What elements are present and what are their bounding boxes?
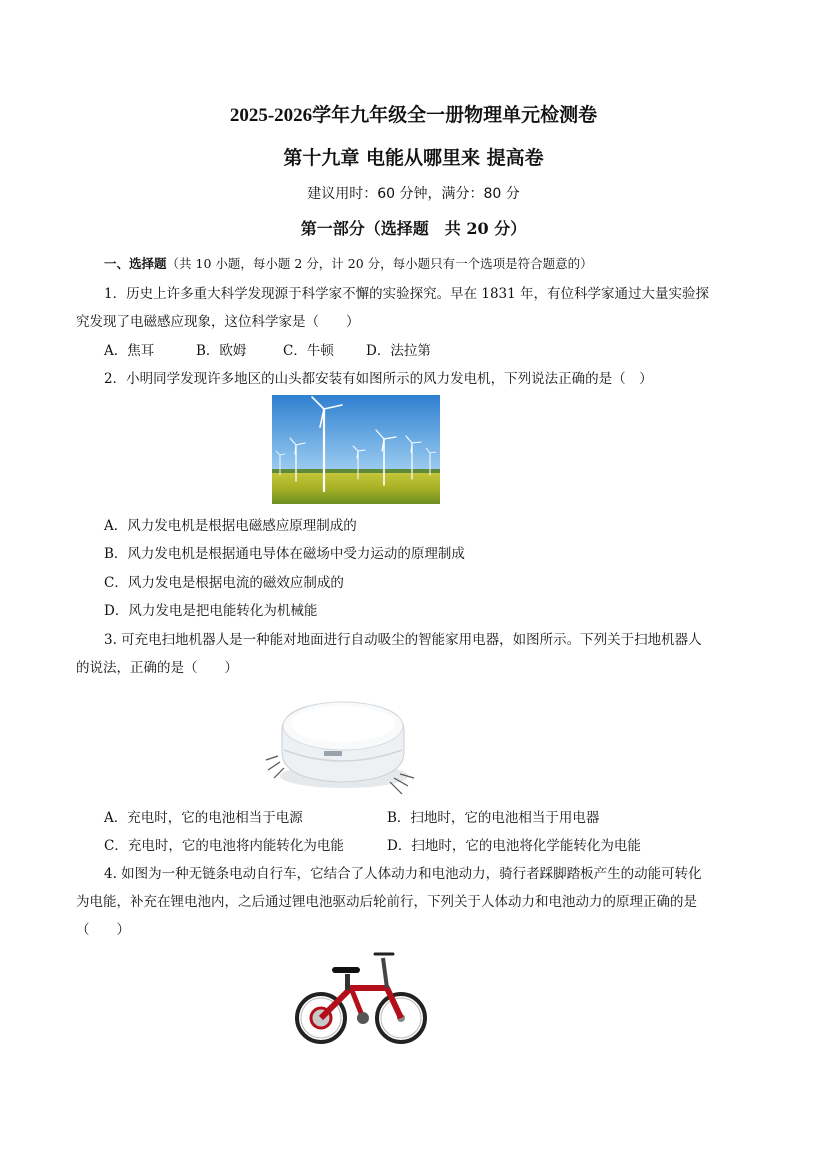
q3-line-1: 3. 可充电扫地机器人是一种能对地面进行自动吸尘的智能家用电器，如图所示。下列关于扫地机器人 bbox=[104, 632, 702, 648]
wind-turbine-image bbox=[272, 395, 440, 504]
chapter-title: 第十九章 电能从哪里来 提高卷 bbox=[283, 147, 544, 169]
q4-line-3: （ ） bbox=[76, 922, 130, 938]
section-instructions: （共 10 小题，每小题 2 分，计 20 分，每小题只有一个选项是符合题意的） bbox=[166, 256, 593, 271]
q2-option-a: A．风力发电机是根据电磁感应原理制成的 bbox=[104, 518, 357, 534]
q3-option-a: A．充电时，它的电池相当于电源 bbox=[104, 810, 303, 826]
part-title: 第一部分（选择题 共 20 分） bbox=[300, 219, 527, 238]
q1-option-c: C．牛顿 bbox=[283, 343, 334, 359]
q1-option-b: B．欧姆 bbox=[196, 343, 247, 359]
q3-option-d: D．扫地时，它的电池将化学能转化为电能 bbox=[387, 838, 641, 854]
q2-option-d: D．风力发电是把电能转化为机械能 bbox=[104, 603, 318, 619]
q3-option-b: B．扫地时，它的电池相当于用电器 bbox=[387, 810, 600, 826]
q3-option-c: C．充电时，它的电池将内能转化为电能 bbox=[104, 838, 344, 854]
q1-option-d: D．法拉第 bbox=[366, 343, 431, 359]
q2-option-b: B．风力发电机是根据通电导体在磁场中受力运动的原理制成 bbox=[104, 546, 465, 562]
electric-bicycle-image bbox=[291, 944, 432, 1048]
time-info: 建议用时：60 分钟，满分：80 分 bbox=[307, 186, 520, 202]
q1-option-a: A．焦耳 bbox=[104, 343, 155, 359]
section-heading bbox=[104, 254, 593, 272]
section-label: 一、选择题 bbox=[104, 256, 167, 271]
q2-option-c: C．风力发电是根据电流的磁效应制成的 bbox=[104, 575, 344, 591]
q3-line-2: 的说法，正确的是（ ） bbox=[76, 660, 238, 676]
exam-title: 2025-2026学年九年级全一册物理单元检测卷 bbox=[229, 105, 598, 126]
q1-line-1: 1．历史上许多重大科学发现源于科学家不懈的实验探究。早在 1831 年，有位科学家通过大量实验探 bbox=[104, 286, 710, 302]
q2-line-1: 2．小明同学发现许多地区的山头都安装有如图所示的风力发电机，下列说法正确的是（ ） bbox=[104, 371, 653, 387]
q4-line-2: 为电能，补充在锂电池内，之后通过锂电池驱动后轮前行，下列关于人体动力和电池动力的原理正确的是 bbox=[76, 894, 697, 910]
q1-line-2: 究发现了电磁感应现象，这位科学家是（ ） bbox=[76, 314, 360, 330]
robot-vacuum-image bbox=[264, 688, 416, 798]
q4-line-1: 4. 如图为一种无链条电动自行车，它结合了人体动力和电池动力，骑行者踩脚踏板产生的动能可转化 bbox=[104, 866, 702, 882]
